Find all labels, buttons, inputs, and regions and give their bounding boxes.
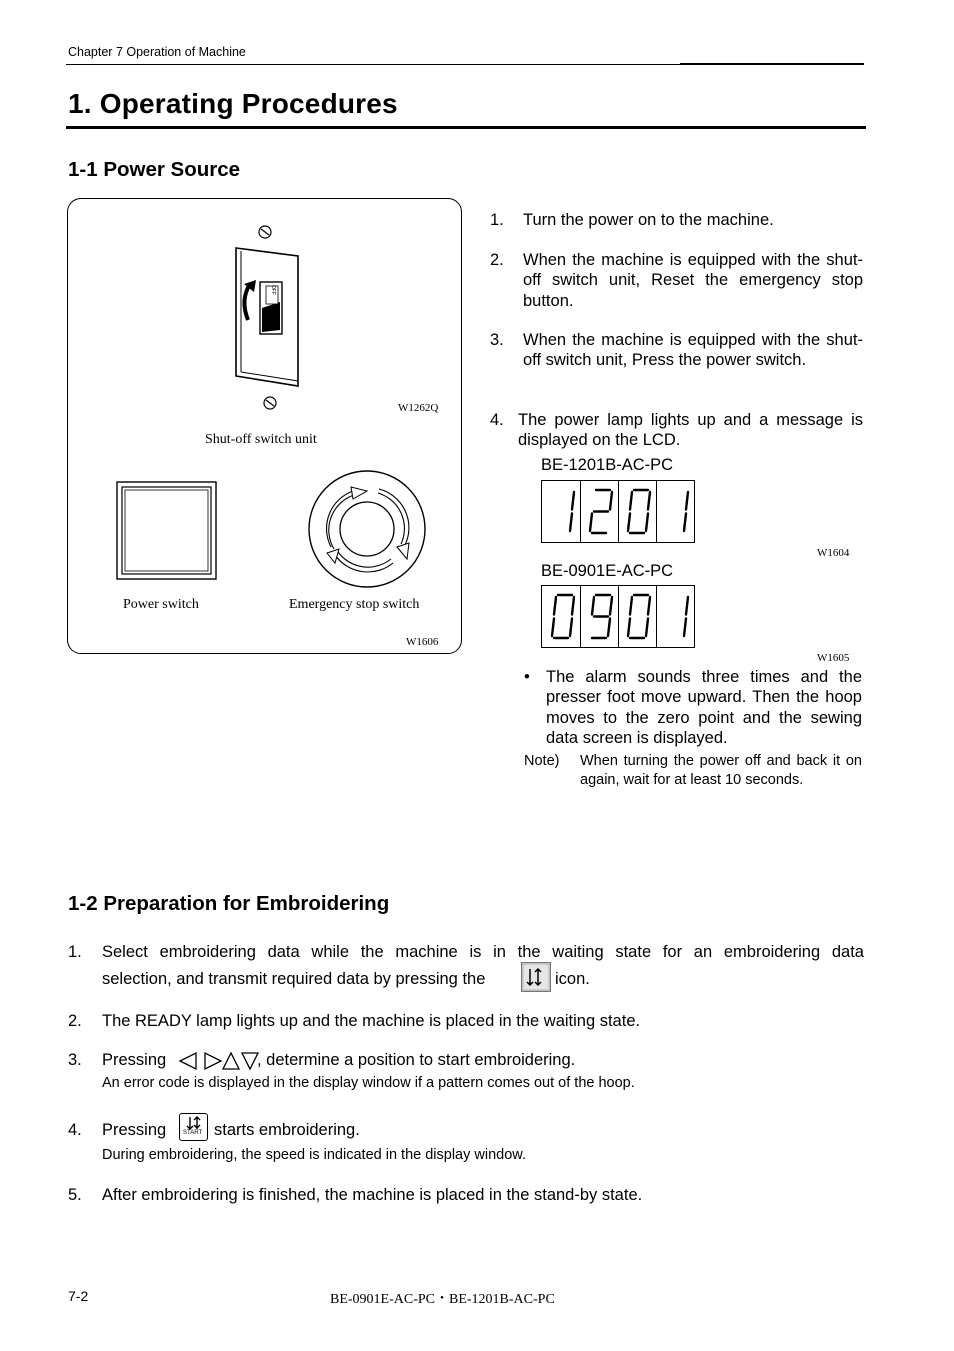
power-switch-caption: Power switch [123,597,199,612]
step-text-line-1: Select embroidering data while the machine is in the waiting state for an embroidering data [102,943,864,961]
transmit-data-icon [521,962,551,992]
lcd-display-1 [541,480,695,543]
step-number: 4. [490,411,504,429]
shutoff-switch-unit-illustration [228,220,318,415]
page-title: 1. Operating Procedures [68,88,398,119]
lcd-segment-b [572,597,574,615]
step-text: Pressing [102,1121,167,1139]
step-number: 3. [68,1051,82,1069]
step-text-line-2-end: icon. [555,970,590,988]
section-2-heading: 1-2 Preparation for Embroidering [68,892,390,915]
header-rule-accent [680,63,864,65]
lcd-segment-b [648,597,650,615]
arrow-up-icon [221,1051,241,1071]
switch-unit-caption: Shut-off switch unit [205,432,317,447]
page-number: 7-2 [68,1288,89,1304]
running-header: Chapter 7 Operation of Machine [68,45,246,59]
lcd-model-2: BE-0901E-AC-PC [541,562,674,580]
step-subtext: During embroidering, the speed is indicated in the display window. [102,1147,526,1163]
step-text: When the machine is equipped with the shut-off switch unit, Reset the emergency stop button. [523,251,863,310]
footer-models: BE-0901E-AC-PC・BE-1201B-AC-PC [330,1292,555,1307]
arrow-right-icon [203,1051,223,1071]
step-text: Turn the power on to the machine. [523,211,774,229]
lcd-segment-b [610,492,612,510]
title-rule [66,126,866,129]
lcd-digits-1 [542,481,694,542]
lcd-segment-c [646,514,648,532]
start-key-icon [179,1113,208,1141]
note-text: When turning the power off and back it on again, wait for at least 10 seconds. [580,753,862,788]
power-switch-illustration [116,481,218,581]
lcd-segment-c [570,619,572,637]
step-text: The power lamp lights up and a message is displayed on the LCD. [518,411,863,450]
step-text: When the machine is equipped with the shut-off switch unit, Press the power switch. [523,331,863,370]
lcd-display-2 [541,585,695,648]
lcd-segment-c [684,619,686,637]
step-number: 5. [68,1186,82,1204]
lcd-segment-c [608,619,610,637]
lcd-segment-e [628,514,630,532]
step-text-end: , determine a position to start embroidering. [257,1051,576,1069]
note-label: Note) [524,753,560,769]
step-text-line-2: selection, and transmit required data by pressing the [102,970,486,988]
lcd-code-1: W1604 [817,547,850,559]
lcd-segment-c [646,619,648,637]
lcd-code-2: W1605 [817,652,850,664]
emergency-stop-caption: Emergency stop switch [289,597,420,612]
switch-unit-figure-code: W1262Q [398,402,439,414]
start-key-label: START [183,1130,203,1136]
bullet-text: The alarm sounds three times and the presser foot move upward. Then the hoop moves to the zero point and the sewing data screen is displayed. [546,668,862,747]
lcd-segment-f [554,597,556,615]
step-number: 3. [490,331,504,349]
step-text: The READY lamp lights up and the machine is placed in the waiting state. [102,1012,641,1030]
step-text: After embroidering is finished, the machine is placed in the stand-by state. [102,1186,643,1204]
lcd-segment-e [628,619,630,637]
lcd-segment-f [630,492,632,510]
start-arrows-icon [185,1116,203,1130]
lcd-segment-b [648,492,650,510]
step-subtext: An error code is displayed in the display window if a pattern comes out of the hoop. [102,1075,635,1091]
lcd-digits-2 [542,586,694,647]
lcd-model-1: BE-1201B-AC-PC [541,456,674,474]
lcd-segment-c [570,514,572,532]
lcd-segment-c [684,514,686,532]
lcd-segment-e [590,514,592,532]
figure-code: W1606 [406,636,439,648]
emergency-stop-illustration [305,467,429,591]
step-text: Pressing [102,1051,167,1069]
lcd-segment-b [572,492,574,510]
step-number: 1. [490,211,504,229]
lcd-segment-b [686,597,688,615]
step-number: 1. [68,943,82,961]
lcd-segment-e [552,619,554,637]
bullet-icon: • [524,668,530,686]
step-number: 2. [490,251,504,269]
switch-off-label: OFF [270,285,276,295]
step-text-end: starts embroidering. [214,1121,360,1139]
lcd-segment-b [610,597,612,615]
step-number: 2. [68,1012,82,1030]
step-number: 4. [68,1121,82,1139]
section-1-heading: 1-1 Power Source [68,158,241,181]
arrow-left-icon [178,1051,198,1071]
lcd-segment-f [592,597,594,615]
lcd-segment-b [686,492,688,510]
lcd-segment-f [630,597,632,615]
